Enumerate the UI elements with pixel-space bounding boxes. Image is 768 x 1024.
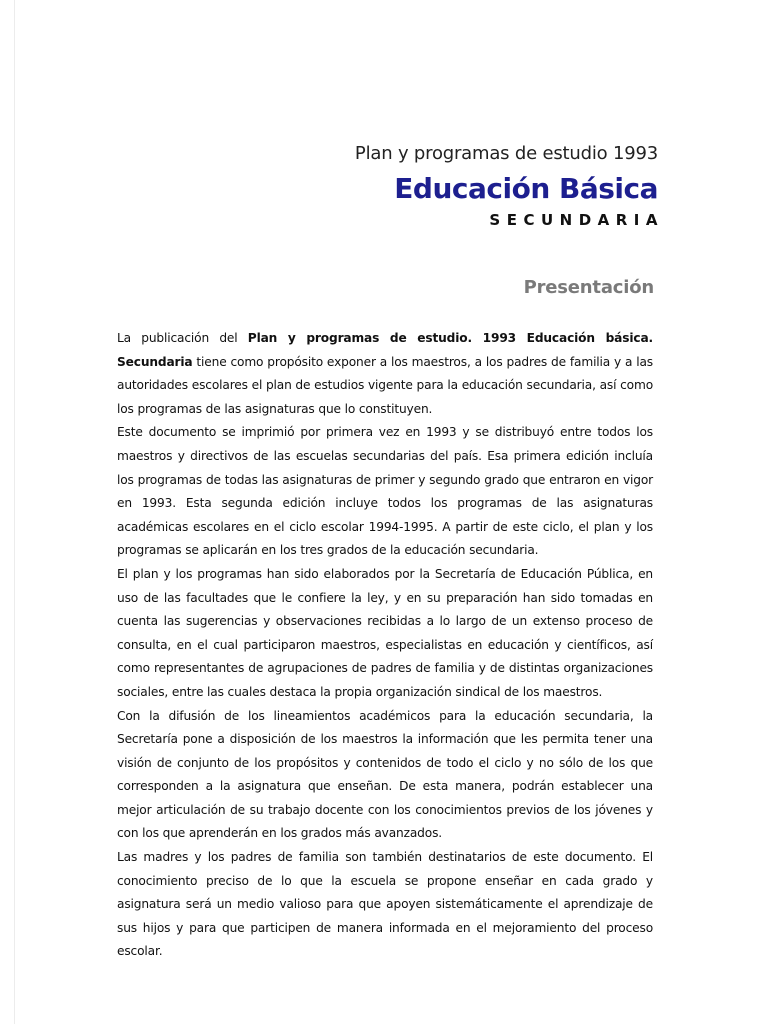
body-text xyxy=(117,327,653,964)
section-title: Presentación xyxy=(523,277,654,298)
document-subtitle: Plan y programas de estudio 1993 xyxy=(354,143,658,164)
publication-title: Plan y programas de estudio. 1993 Educación básica. Secundaria xyxy=(117,331,654,369)
paragraph-4: Con la difusión de los lineamientos académicos para la educación secundaria, la Secretaría pone a disposición de los maestros la información que les permita tener una visión de conjunto de los propósitos y contenidos de todo el ciclo y no sólo de los que corresponden a la asignatura que enseñan. De esta manera, podrán establecer una mejor articulación de su trabajo docente con los conocimientos previos de los jóvenes y con los que aprenderán en los grados más avanzados. xyxy=(117,708,653,841)
paragraph-3: El plan y los programas han sido elaborados por la Secretaría de Educación Pública, en uso de las facultades que le confiere la ley, y en su preparación han sido tomadas en cuenta las sugerencias y observaciones recibidas a lo largo de un extenso proceso de consulta, en el cual participaron maestros, especialistas en educación y científicos, así como representantes de agrupaciones de padres de familia y de distintas organizaciones sociales, entre las cuales destaca la propia organización sindical de los maestros. xyxy=(117,566,653,699)
document-title: Educación Básica xyxy=(394,172,658,205)
paragraph-1-rest: tiene como propósito exponer a los maestros, a los padres de familia y a las autoridades escolares el plan de estudios vigente para la educación secundaria, así como los programas de las asignaturas que lo constituyen. xyxy=(117,354,653,416)
paragraph-1-intro: La publicación del xyxy=(117,331,248,345)
document-header xyxy=(354,142,664,230)
paragraph-1 xyxy=(117,327,653,421)
paragraph-5: Las madres y los padres de familia son también destinatarios de este documento. El conocimiento preciso de lo que la escuela se propone enseñar en cada grado y asignatura será un medio valioso para que apoyen sistemáticamente el aprendizaje de sus hijos y para que participen de manera informada en el mejoramiento del proceso escolar. xyxy=(117,850,653,959)
page-edge-line xyxy=(14,0,15,1024)
paragraph-2: Este documento se imprimió por primera vez en 1993 y se distribuyó entre todos los maestros y directivos de las escuelas secundarias del país. Esa primera edición incluía los programas de todas las asignaturas de primer y segundo grado que entraron en vigor en 1993. Esta segunda edición incluye todos los programas de las asignaturas académicas escolares en el ciclo escolar 1994-1995. A partir de este ciclo, el plan y los programas se aplicarán en los tres grados de la educación secundaria. xyxy=(117,425,653,558)
education-level: SECUNDARIA xyxy=(489,211,664,229)
